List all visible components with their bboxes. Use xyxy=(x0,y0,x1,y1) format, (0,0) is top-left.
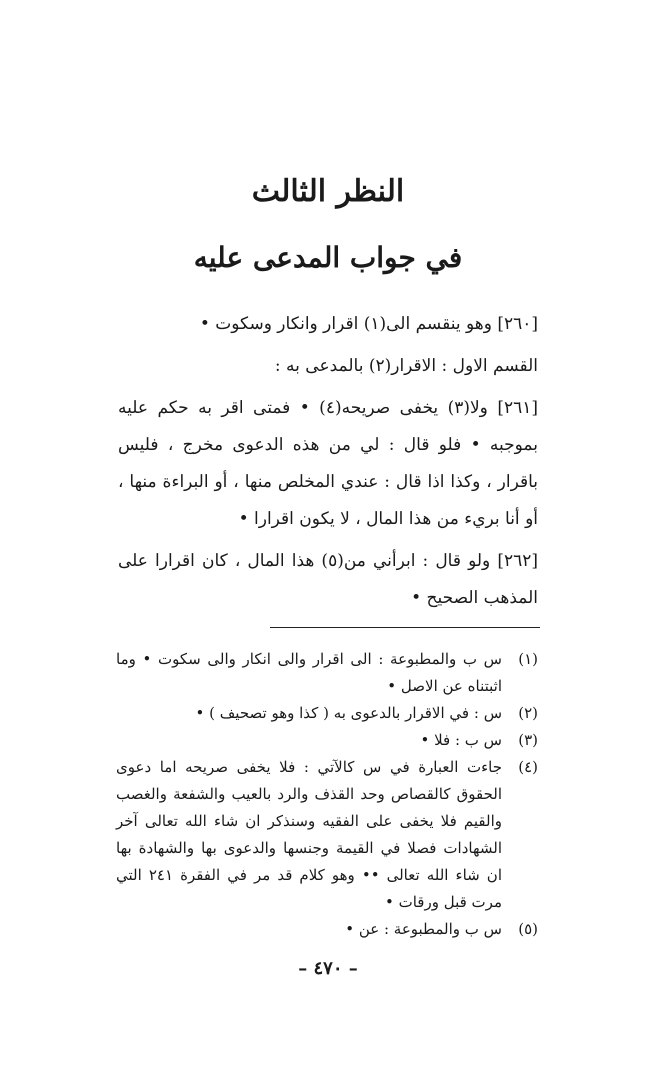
footnote-text: س ب والمطبوعة : الى اقرار والى انكار والى سكوت • وما اثبتناه عن الاصل • xyxy=(116,650,502,695)
footnote xyxy=(116,916,538,943)
footnote-separator xyxy=(270,627,540,628)
footnote-number: (١) xyxy=(518,650,538,668)
paragraph-262: [٢٦٢] ولو قال : ابرأني من(٥) هذا المال ، كان اقرارا على المذهب الصحيح • xyxy=(118,551,538,608)
footnote xyxy=(116,727,538,754)
footnote-text: جاءت العبارة في س كالآتي : فلا يخفى صريحه اما دعوى الحقوق كالقصاص وحد القذف والرد بالعيب والشفعة والغصب والقيم فلا يخفى على الفقيه وسنذكر ان شاء الله تعالى آخر الشهادات فصلا في القيمة وجنسها والدعوى بها والشهادة بها ان شاء الله تعالى •• وهو كلام قد مر في الفقرة ٢٤١ التي مرت قبل ورقات • xyxy=(116,758,502,911)
paragraph-261: [٢٦١] ولا(٣) يخفى صريحه(٤) • فمتى اقر به حكم عليه بموجبه • فلو قال : لي من هذه الدعوى مخرج ، فليس باقرار ، وكذا اذا قال : عندي المخلص منها ، أو البراءة منها ، أو أنا بريء من هذا المال ، لا يكون اقرارا • xyxy=(118,398,539,529)
footnote-text: س ب : فلا • xyxy=(420,731,502,749)
footnote-number: (٤) xyxy=(518,758,538,776)
paragraph-part-one-heading: القسم الاول : الاقرار(٢) بالمدعى به : xyxy=(274,356,538,376)
main-text xyxy=(118,306,538,622)
footnote-number: (٥) xyxy=(518,920,538,938)
footnote-number: (٢) xyxy=(518,704,538,722)
footnote xyxy=(116,646,538,700)
section-subtitle: في جواب المدعى عليه xyxy=(193,241,463,274)
footnote-text: س ب والمطبوعة : عن • xyxy=(345,920,502,938)
footnotes xyxy=(116,646,538,943)
footnote-text: س : في الاقرار بالدعوى به ( كذا وهو تصحيف ) • xyxy=(195,704,502,722)
section-title: النظر الثالث xyxy=(251,174,405,209)
footnote-number: (٣) xyxy=(518,731,538,749)
footnote xyxy=(116,700,538,727)
footnote xyxy=(116,754,538,916)
page-number: – ٤٧٠ – xyxy=(298,958,358,979)
paragraph-260: [٢٦٠] وهو ينقسم الى(١) اقرار وانكار وسكوت • xyxy=(199,314,538,334)
